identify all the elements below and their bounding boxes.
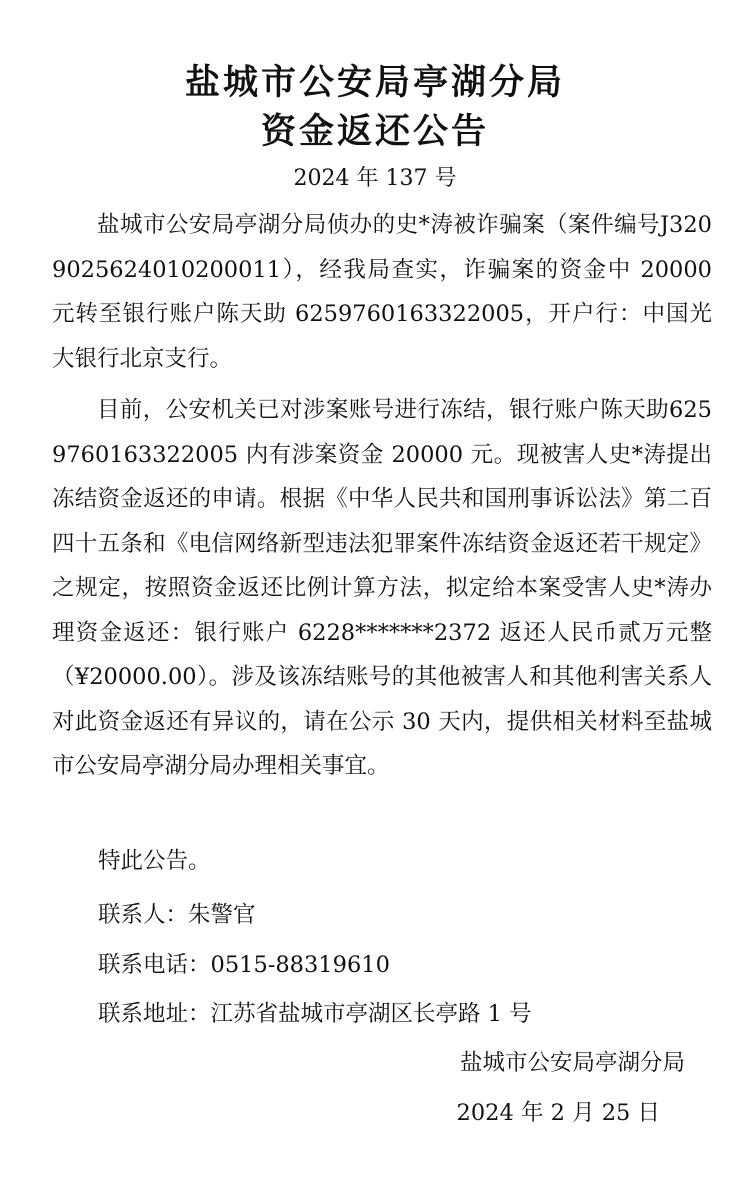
body-paragraph-2: 目前，公安机关已对涉案账号进行冻结，银行账户陈天助6259760163322005 内有涉案资金 20000 元。现被害人史*涛提出冻结资金返还的申请。根据《中华人民共和国刑事诉讼法》第二百四十五条和《电信网络新型违法犯罪案件冻结资金返还若干规定》之规定，按照资金返还比例计算方法，拟定给本案受害人史*涛办理资金返还：银行账户 6228*******2372 返还人民币贰万元整（¥20000.00）。涉及该冻结账号的其他被害人和其他利害关系人对此资金返还有异议的，请在公示 30 天内，提供相关材料至盐城市公安局亭湖分局办理相关事宜。 [52, 397, 712, 779]
document-number: 2024 年 137 号 [293, 166, 457, 191]
contact-person: 联系人：朱警官 [98, 902, 256, 928]
document-title-line2: 资金返还公告 [260, 112, 489, 152]
signature-org: 盐城市公安局亭湖分局 [459, 1050, 685, 1076]
document-body [52, 203, 712, 796]
body-paragraph-1: 盐城市公安局亭湖分局侦办的史*涛被诈骗案（案件编号J32090256240102​00011），经我局查实，诈骗案的资金中 20000 元转至银行账户陈天助 6259760163322005，开户行：中国光大银行北京支行。 [52, 212, 712, 372]
signature-date: 2024 年 2 月 25 日 [456, 1100, 660, 1126]
contact-phone: 联系电话：0515-88319610 [98, 952, 390, 978]
closing-line: 特此公告。 [98, 848, 211, 874]
document-title-line1: 盐城市公安局亭湖分局 [184, 63, 565, 103]
contact-address: 联系地址：江苏省盐城市亭湖区长亭路 1 号 [98, 1001, 532, 1027]
